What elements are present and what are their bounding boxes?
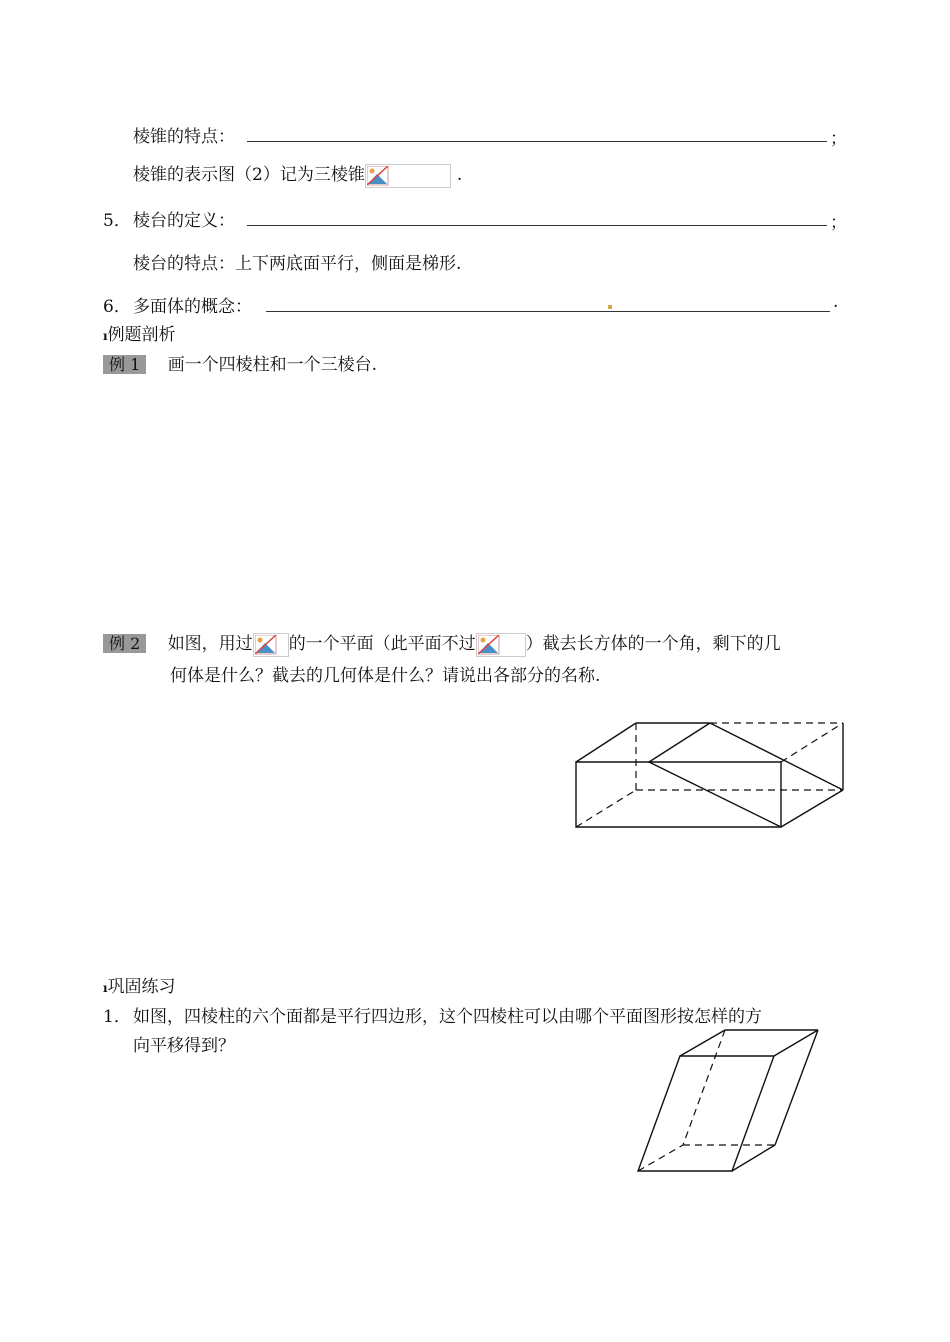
- line-end-punct: ；: [830, 129, 847, 149]
- section-heading-practice: [103, 972, 176, 997]
- broken-image-icon: [253, 633, 289, 657]
- line-end-punct: .: [456, 165, 463, 185]
- line-end-punct: .: [833, 292, 839, 312]
- practice-text-line-1: 如图，四棱柱的六个面都是平行四边形，这个四棱柱可以由哪个平面图形按怎样的方: [133, 1007, 762, 1027]
- example-text: 如图，用过: [167, 634, 253, 654]
- section-title: 例题剖析: [107, 325, 176, 345]
- line-end-punct: ；: [830, 213, 847, 233]
- polyhedron-concept-label: 多面体的概念：: [133, 297, 252, 317]
- practice-number: 1．: [103, 1007, 131, 1027]
- example-2-line-2: 何体是什么？截去的几何体是什么？请说出各部分的名称.: [170, 666, 601, 686]
- answer-blank-line[interactable]: [266, 311, 830, 312]
- example-tag: 例 2: [103, 634, 146, 653]
- frustum-definition-label: 棱台的定义：: [133, 211, 235, 231]
- parallelepiped-figure: [630, 1020, 830, 1180]
- frustum-features-text: 棱台的特点：上下两底面平行，侧面是梯形.: [133, 254, 462, 274]
- pyramid-diagram-text: 棱锥的表示图（2）记为三棱锥: [133, 165, 365, 185]
- section-marker-icon: ı: [103, 981, 108, 995]
- answer-blank-line[interactable]: [247, 225, 827, 226]
- item-number-6: 6．: [103, 297, 131, 317]
- example-1: [103, 350, 377, 375]
- example-text: 画一个四棱柱和一个三棱台.: [167, 355, 378, 375]
- cursor-marker: [608, 305, 612, 309]
- item-number-5: 5．: [103, 211, 131, 231]
- answer-blank-line[interactable]: [247, 141, 827, 142]
- example-tag: 例 1: [103, 355, 146, 374]
- section-marker-icon: ı: [103, 329, 108, 343]
- practice-text-line-2: 向平移得到？: [133, 1036, 235, 1056]
- cuboid-cut-figure: [565, 715, 855, 835]
- example-text: ）截去长方体的一个角，剩下的几: [525, 634, 781, 654]
- pyramid-diagram-line: [133, 160, 462, 188]
- example-text: 的一个平面（此平面不过: [288, 634, 476, 654]
- section-title: 巩固练习: [107, 977, 176, 997]
- pyramid-features-label: 棱锥的特点：: [133, 127, 235, 147]
- section-heading-examples: [103, 320, 176, 345]
- broken-image-icon: [365, 164, 451, 188]
- broken-image-icon: [476, 633, 526, 657]
- example-2-line-1: [103, 629, 781, 657]
